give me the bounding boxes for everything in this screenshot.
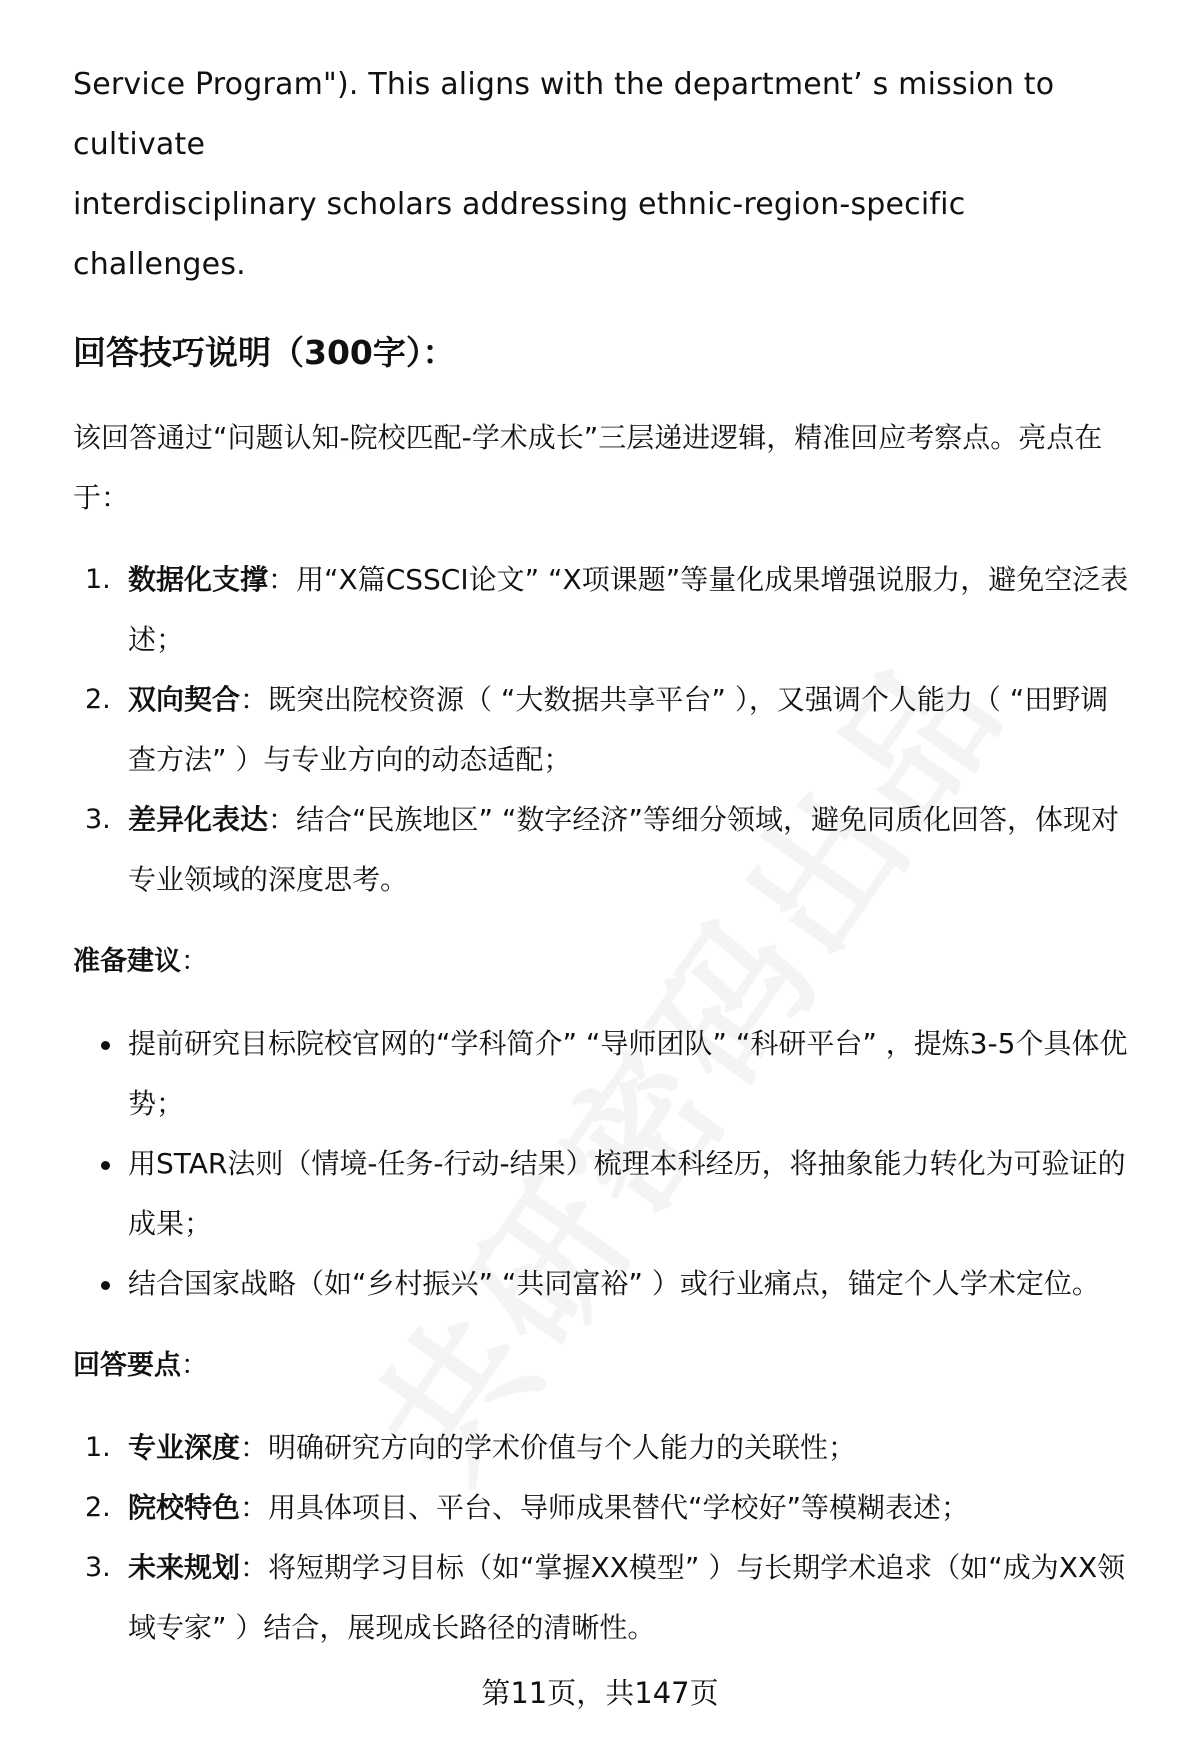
item-text: ：既突出院校资源（ “大数据共享平台” ），又强调个人能力（ “田野调查方法” ）与专业方向的动态适配；: [128, 683, 1109, 776]
bullet-icon: [101, 1041, 110, 1050]
list-number: 1.: [85, 1432, 111, 1463]
item-text: ：用“X篇CSSCI论文” “X项课题”等量化成果增强说服力，避免空泛表述；: [128, 563, 1129, 656]
intro-line-1: Service Program"). This aligns with the department’ s mission to cultivate: [73, 67, 1055, 162]
item-text: 结合国家战略（如“乡村振兴” “共同富裕” ）或行业痛点，锚定个人学术定位。: [128, 1267, 1100, 1300]
list-number: 3.: [85, 1552, 111, 1583]
item-text: 用STAR法则（情境-任务-行动-结果）梳理本科经历，将抽象能力转化为可验证的成果；: [128, 1147, 1126, 1240]
bullet-icon: [101, 1281, 110, 1290]
list-item: [73, 550, 1133, 670]
item-bold-label: 未来规划: [128, 1551, 241, 1584]
prep-heading: [73, 932, 1133, 992]
list-number: 3.: [85, 804, 111, 835]
keypoints-heading-colon: ：: [181, 1350, 208, 1381]
item-text: 提前研究目标院校官网的“学科简介” “导师团队” “科研平台” ，提炼3-5个具体优势；: [128, 1027, 1128, 1120]
tips-heading: 回答技巧说明（300字）：: [73, 333, 456, 372]
item-text: ：明确研究方向的学术价值与个人能力的关联性；: [240, 1431, 857, 1464]
prep-heading-colon: ：: [181, 946, 208, 977]
tips-list: [73, 550, 1133, 910]
intro-line-2: interdisciplinary scholars addressing ethnic-region-specific challenges.: [73, 187, 966, 282]
list-item: [73, 1134, 1133, 1254]
prep-heading-label: 准备建议: [73, 946, 181, 977]
list-number: 1.: [85, 564, 111, 595]
keypoints-heading: [73, 1336, 1133, 1396]
keypoints-list: [73, 1418, 1133, 1658]
page-number: 第11页，共147页: [481, 1676, 719, 1710]
list-item: [73, 1418, 1133, 1478]
item-bold-label: 院校特色: [128, 1491, 241, 1524]
list-item: [73, 1538, 1133, 1658]
list-item: [73, 1014, 1133, 1134]
item-bold-label: 数据化支撑: [128, 563, 269, 596]
list-item: [73, 1478, 1133, 1538]
list-number: 2.: [85, 684, 111, 715]
bullet-icon: [101, 1161, 110, 1170]
item-bold-label: 专业深度: [128, 1431, 241, 1464]
keypoints-heading-label: 回答要点: [73, 1350, 181, 1381]
prep-list: [73, 1014, 1133, 1314]
item-bold-label: 双向契合: [128, 683, 241, 716]
item-text: ：结合“民族地区” “数字经济”等细分领域，避免同质化回答，体现对专业领域的深度思考。: [128, 803, 1119, 896]
document-page: [73, 55, 1133, 1658]
list-item: [73, 790, 1133, 910]
item-text: ：用具体项目、平台、导师成果替代“学校好”等模糊表述；: [240, 1491, 970, 1524]
list-number: 2.: [85, 1492, 111, 1523]
item-text: ：将短期学习目标（如“掌握XX模型” ）与长期学术追求（如“成为XX领域专家” ）结合，展现成长路径的清晰性。: [128, 1551, 1126, 1644]
item-bold-label: 差异化表达: [128, 803, 269, 836]
list-item: [73, 670, 1133, 790]
list-item: [73, 1254, 1133, 1314]
tips-intro: 该回答通过“问题认知-院校匹配-学术成长”三层递进逻辑，精准回应考察点。亮点在于：: [73, 421, 1103, 514]
